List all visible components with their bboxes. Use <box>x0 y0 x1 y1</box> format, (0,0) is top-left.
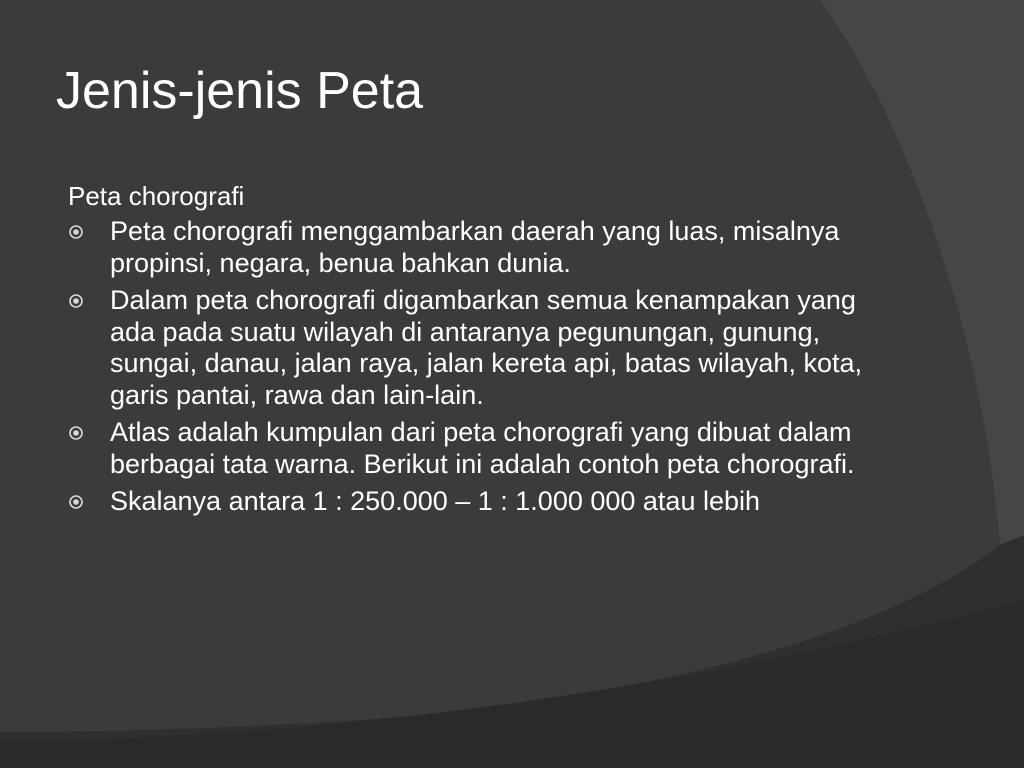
bullet-item <box>68 285 888 411</box>
section-heading: Peta chorografi <box>68 181 245 211</box>
bullet-item <box>68 486 888 518</box>
bullet-item <box>68 216 888 279</box>
bullet-text: Dalam peta chorografi digambarkan semua kenampakan yang ada pada suatu wilayah di antaranya pegunungan, gunung, sungai, danau, jalan raya, jalan kereta api, batas wilayah, kota, garis pantai, rawa dan lain-lain. <box>110 285 862 410</box>
bullet-list <box>68 216 888 518</box>
slide-title: Jenis-jenis Peta <box>56 62 424 120</box>
bullet-text: Peta chorografi menggambarkan daerah yang luas, misalnya propinsi, negara, benua bahkan dunia. <box>110 216 840 278</box>
slide-body <box>68 180 888 524</box>
bullet-item <box>68 417 888 480</box>
circle-target-icon <box>69 426 83 440</box>
circle-target-icon <box>69 294 83 308</box>
circle-target-icon <box>69 495 83 509</box>
bullet-text: Atlas adalah kumpulan dari peta chorografi yang dibuat dalam berbagai tata warna. Berikut ini adalah contoh peta chorografi. <box>110 417 855 479</box>
circle-target-icon <box>69 225 83 239</box>
bullet-text: Skalanya antara 1 : 250.000 – 1 : 1.000 000 atau lebih <box>110 486 761 516</box>
